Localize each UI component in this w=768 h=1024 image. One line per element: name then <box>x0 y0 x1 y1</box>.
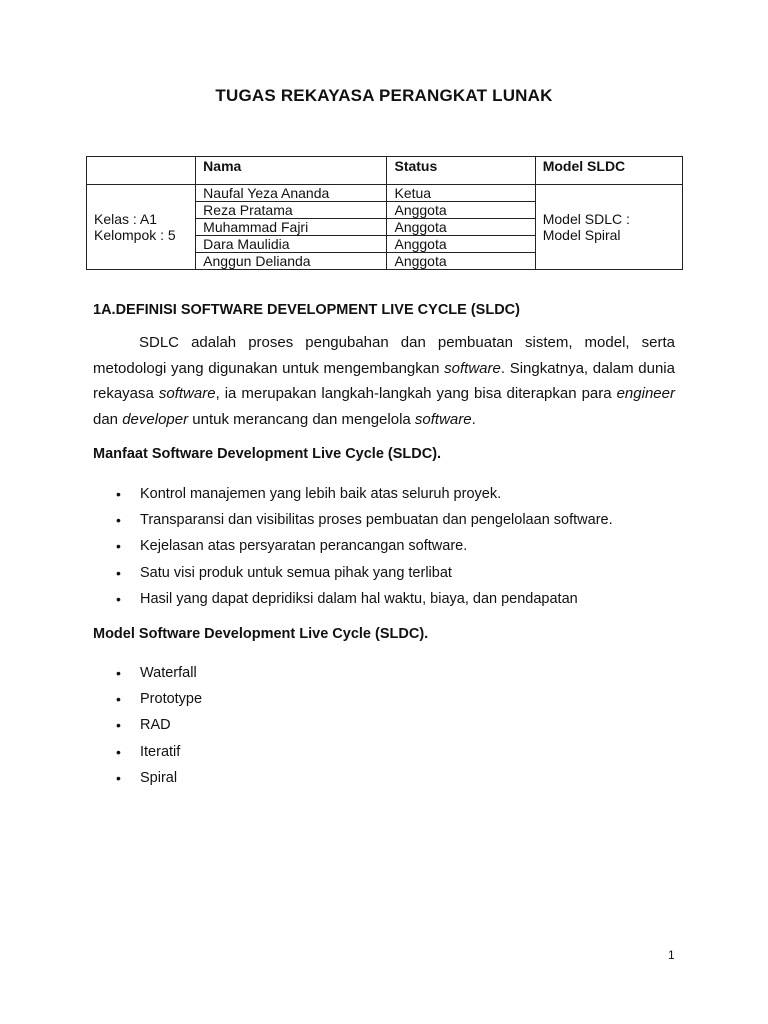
list-item-text: Spiral <box>140 769 178 786</box>
para-italic: software <box>158 385 216 403</box>
bullet-icon: • <box>116 486 121 502</box>
list-item <box>93 743 202 769</box>
list-item <box>93 716 202 742</box>
para-text: . <box>471 410 476 428</box>
bullet-icon: • <box>116 564 121 581</box>
member-name: Muhammad Fajri <box>196 219 387 236</box>
model-value: Model Spiral <box>542 227 621 243</box>
member-table <box>86 156 683 270</box>
page-number: 1 <box>668 948 675 962</box>
list-item <box>93 664 202 690</box>
list-item <box>93 485 613 511</box>
member-status: Anggota <box>387 253 535 270</box>
list-item <box>93 537 613 563</box>
member-name: Dara Maulidia <box>196 236 387 253</box>
group-class-label: Kelas : A1 <box>94 211 158 227</box>
table-row <box>87 185 683 202</box>
bullet-icon: • <box>116 691 121 708</box>
model-cell <box>535 185 682 270</box>
section-heading-benefits: Manfaat Software Development Live Cycle (SLDC). <box>93 446 442 462</box>
definition-paragraph <box>93 330 675 432</box>
member-name: Naufal Yeza Ananda <box>196 185 387 202</box>
section-heading-definition: 1A.DEFINISI SOFTWARE DEVELOPMENT LIVE CYCLE (SLDC) <box>93 302 520 318</box>
list-item-text: Prototype <box>140 691 203 708</box>
bullet-icon: • <box>116 538 121 555</box>
benefits-list <box>93 485 613 616</box>
member-status: Anggota <box>387 236 535 253</box>
bullet-icon: • <box>116 743 121 760</box>
bullet-icon: • <box>116 717 121 734</box>
member-name: Reza Pratama <box>196 202 387 219</box>
list-item-text: RAD <box>140 717 171 734</box>
page-title: TUGAS REKAYASA PERANGKAT LUNAK <box>215 86 553 105</box>
section-heading-models: Model Software Development Live Cycle (SLDC). <box>93 626 429 642</box>
list-item-text: Satu visi produk untuk semua pihak yang terlibat <box>140 564 452 581</box>
list-item <box>93 690 202 716</box>
list-item-text: Kontrol manajemen yang lebih baik atas seluruh proyek. <box>140 486 502 502</box>
list-item <box>93 769 202 795</box>
para-text: , ia merupakan langkah-langkah yang bisa diterapkan para <box>215 385 617 403</box>
group-cell <box>87 185 196 270</box>
list-item <box>93 590 613 616</box>
model-label: Model SDLC : <box>542 211 630 227</box>
table-header-cell <box>87 157 196 185</box>
bullet-icon: • <box>116 512 121 529</box>
table-header-cell: Status <box>387 157 535 185</box>
table-header-row <box>87 157 683 185</box>
member-name: Anggun Delianda <box>196 253 387 270</box>
para-italic: engineer <box>616 385 675 403</box>
models-list <box>93 664 202 795</box>
member-status: Anggota <box>387 219 535 236</box>
para-text: dan <box>93 410 123 428</box>
para-text: untuk merancang dan mengelola <box>188 410 415 428</box>
list-item-text: Kejelasan atas persyaratan perancangan software. <box>140 538 468 555</box>
bullet-icon: • <box>116 665 121 681</box>
para-italic: software <box>444 359 501 377</box>
table-header-cell: Nama <box>196 157 387 185</box>
list-item-text: Waterfall <box>140 665 197 681</box>
para-italic: developer <box>122 410 189 428</box>
table-header-cell: Model SLDC <box>535 157 682 185</box>
member-status: Ketua <box>387 185 535 202</box>
list-item-text: Iteratif <box>140 743 181 760</box>
group-team-label: Kelompok : 5 <box>94 227 176 243</box>
bullet-icon: • <box>116 769 121 786</box>
list-item-text: Transparansi dan visibilitas proses pembuatan dan pengelolaan software. <box>140 512 613 529</box>
list-item <box>93 564 613 590</box>
para-text: SDLC adalah proses pengubahan dan pembuatan sistem, model, serta metodologi yang digunakan untuk mengembangkan <box>93 334 675 377</box>
member-status: Anggota <box>387 202 535 219</box>
list-item-text: Hasil yang dapat depridiksi dalam hal waktu, biaya, dan pendapatan <box>140 590 578 607</box>
para-italic: software <box>414 410 472 428</box>
list-item <box>93 511 613 537</box>
bullet-icon: • <box>116 590 121 607</box>
para-text: . Singkatnya, dalam dunia rekayasa <box>93 359 675 403</box>
